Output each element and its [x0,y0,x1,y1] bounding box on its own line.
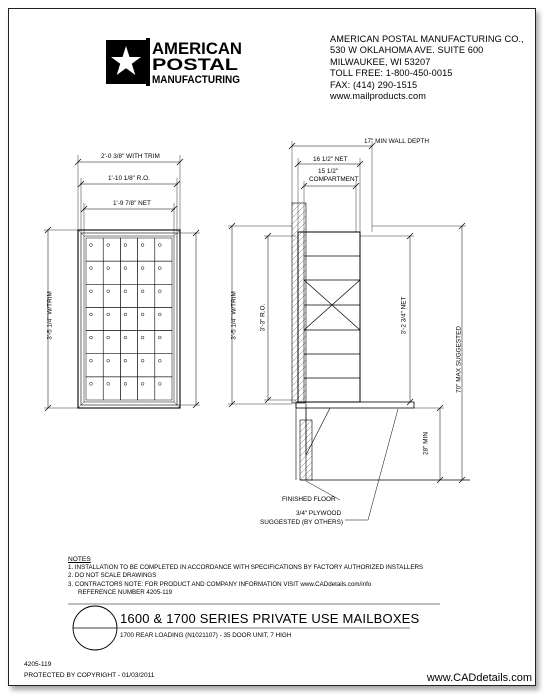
door-lock-icon [107,359,110,362]
door-lock-icon [158,267,161,270]
mailbox-door [86,331,103,354]
door-lock-icon [124,313,127,316]
mailbox-door [138,354,155,377]
note-3-reference: REFERENCE NUMBER 4205-119 [78,588,173,596]
mailbox-door [86,354,103,377]
mailbox-door [103,261,120,284]
dim-width-ro: 1'-10 1/8" R.O. [108,175,150,182]
mailbox-door [120,377,137,400]
door-lock-icon [90,290,93,293]
company-website[interactable]: www.mailproducts.com [330,91,426,102]
door-lock-icon [124,382,127,385]
mailbox-door [86,377,103,400]
mailbox-door [138,307,155,330]
mailbox-door [120,284,137,307]
note-2: 2. DO NOT SCALE DRAWINGS [68,572,157,580]
svg-text:MANUFACTURING: MANUFACTURING [152,74,240,86]
company-address-line2: MILWAUKEE, WI 53207 [330,56,431,67]
svg-text:POSTAL: POSTAL [152,55,238,74]
door-lock-icon [141,336,144,339]
mailbox-door [86,284,103,307]
caddetails-link[interactable]: www.CADdetails.com [426,672,532,684]
label-plywood: 3/4" PLYWOOD [296,510,342,517]
dim-max-suggested: 70" MAX SUGGESTED [455,326,463,393]
door-lock-icon [158,290,161,293]
mailbox-door [86,307,103,330]
dim-compartment-label: COMPARTMENT [309,176,359,183]
front-view [44,155,200,411]
company-phone: TOLL FREE: 1-800-450-0015 [330,68,453,79]
mailbox-door [103,238,120,261]
note-1: 1. INSTALLATION TO BE COMPLETED IN ACCORDANCE WITH SPECIFICATIONS BY FACTORY AUTHORIZED INSTALLERS [68,564,424,572]
mailbox-door [138,238,155,261]
door-lock-icon [158,313,161,316]
door-lock-icon [107,336,110,339]
door-lock-icon [141,359,144,362]
door-lock-icon [90,313,93,316]
mailbox-door [138,261,155,284]
mailbox-door [103,331,120,354]
dim-compartment-value: 15 1/2" [318,168,339,175]
dim-wall-depth: 17" MIN WALL DEPTH [364,138,430,145]
mailbox-door [86,261,103,284]
mailbox-door [155,331,172,354]
mailbox-door [155,261,172,284]
door-lock-icon [107,313,110,316]
label-plywood-suggested: SUGGESTED (BY OTHERS) [260,519,343,526]
dim-height-trim: 3'-5 1/4" W/TRIM [46,291,54,340]
door-lock-icon [124,267,127,270]
door-lock-icon [141,267,144,270]
door-lock-icon [107,290,110,293]
dim-width-with-trim: 2'-0 3/8" WITH TRIM [101,153,160,160]
door-lock-icon [124,336,127,339]
mailbox-door [120,354,137,377]
company-fax: FAX: (414) 290-1515 [330,79,418,90]
dim-min-height: 28" MIN [422,432,430,455]
mailbox-door [120,331,137,354]
svg-text:AMERICAN: AMERICAN [152,39,242,58]
door-lock-icon [90,382,93,385]
dim-height-trim-side: 3'-5 1/4" W/TRIM [230,291,238,340]
mailbox-door [103,377,120,400]
door-lock-icon [158,359,161,362]
dim-height-ro: 3'-3" R.O. [259,303,267,332]
note-3: 3. CONTRACTORS NOTE: FOR PRODUCT AND COMPANY INFORMATION VISIT www.CADdetails.com/info [68,580,372,588]
mailbox-door [120,238,137,261]
notes-heading: NOTES [68,556,91,563]
door-lock-icon [124,244,127,247]
notes-block [68,556,423,597]
mailbox-door [155,377,172,400]
mailbox-door [138,331,155,354]
door-lock-icon [158,244,161,247]
door-lock-icon [90,267,93,270]
door-lock-icon [90,336,93,339]
reference-number: 4205-119 [24,661,52,668]
dim-width-net: 1'-9 7/8" NET [113,200,151,207]
mailbox-door [86,238,103,261]
mailbox-door [120,261,137,284]
drawing-subtitle: 1700 REAR LOADING (N1021107) - 35 DOOR UNIT, 7 HIGH [120,632,292,639]
door-lock-icon [90,359,93,362]
mailbox-door-grid [86,238,172,400]
dim-net-depth: 16 1/2" NET [313,156,348,163]
mailbox-door [103,307,120,330]
mailbox-door [103,354,120,377]
door-lock-icon [158,382,161,385]
mailbox-door [155,238,172,261]
door-lock-icon [124,359,127,362]
mailbox-door [138,377,155,400]
mailbox-door [155,354,172,377]
door-lock-icon [107,244,110,247]
copyright-text: PROTECTED BY COPYRIGHT - 01/03/2011 [24,672,155,679]
mailbox-door [138,284,155,307]
mailbox-door [120,307,137,330]
company-address-line1: 530 W OKLAHOMA AVE. SUITE 600 [330,45,484,56]
door-lock-icon [141,313,144,316]
door-lock-icon [90,244,93,247]
mailbox-door [155,284,172,307]
dim-net-height: 3'-2 3/4" NET [400,296,408,335]
drawing-title: 1600 & 1700 SERIES PRIVATE USE MAILBOXES [120,611,420,626]
mailbox-door [155,307,172,330]
door-lock-icon [124,290,127,293]
door-lock-icon [158,336,161,339]
label-finished-floor: FINISHED FLOOR [282,496,336,503]
door-lock-icon [107,267,110,270]
door-lock-icon [141,244,144,247]
mailbox-door [103,284,120,307]
door-lock-icon [141,290,144,293]
door-lock-icon [141,382,144,385]
company-name: AMERICAN POSTAL MANUFACTURING CO., [330,34,524,44]
door-lock-icon [107,382,110,385]
